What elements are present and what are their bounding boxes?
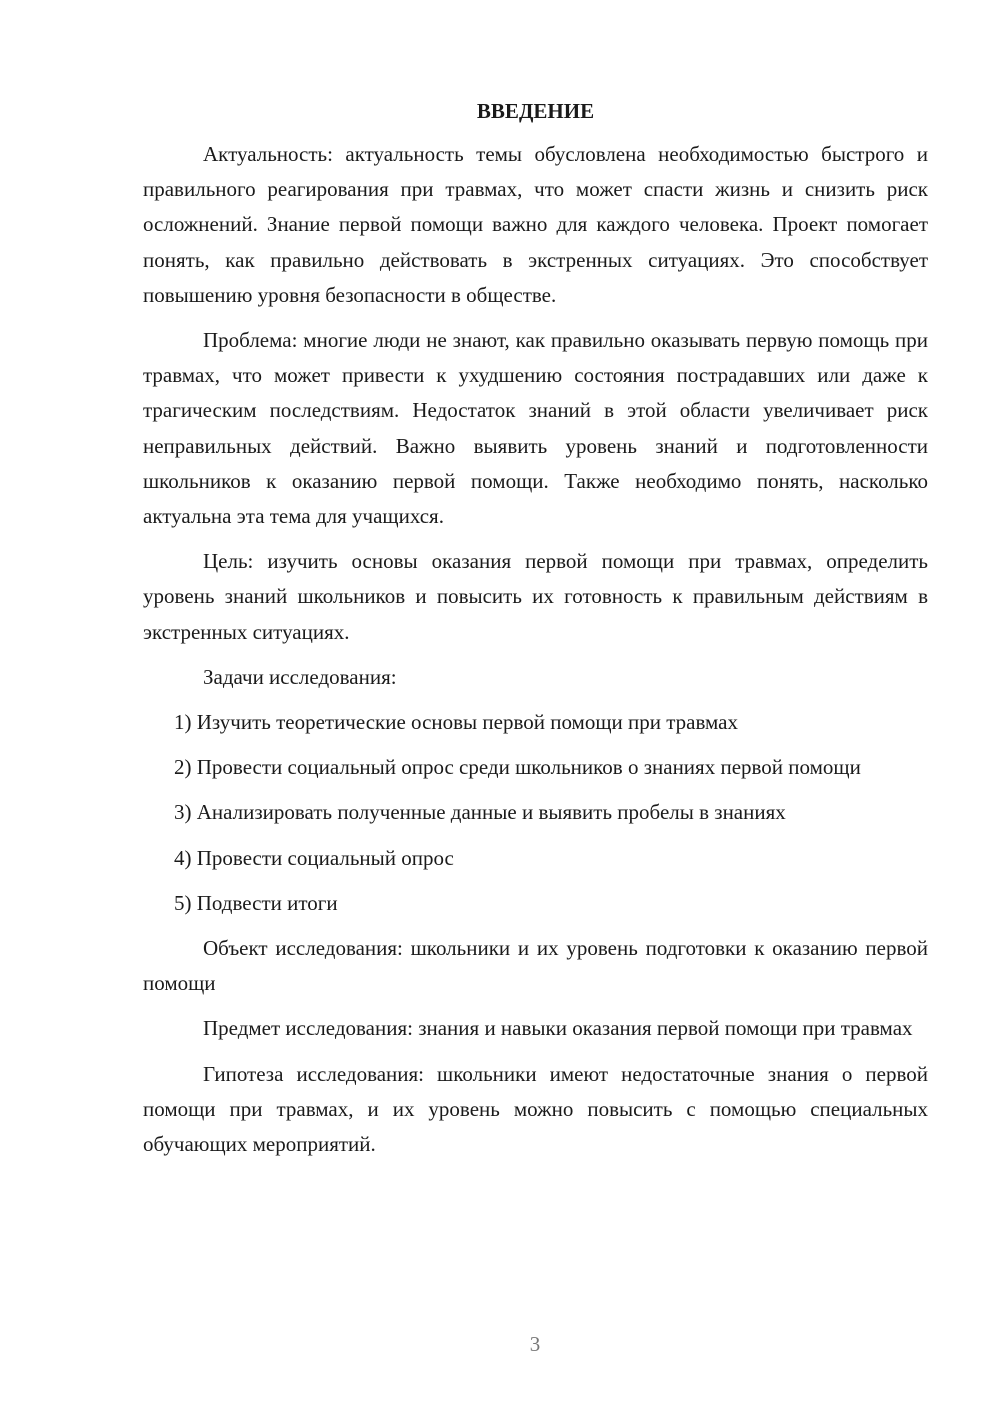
document-body	[143, 93, 928, 1172]
task-list-item: 4) Провести социальный опрос	[174, 845, 454, 870]
paragraph-object: Объект исследования: школьники и их уровень подготовки к оказанию первой помощи	[143, 936, 928, 996]
section-heading: ВВЕДЕНИЕ	[476, 99, 595, 123]
paragraph-subject: Предмет исследования: знания и навыки оказания первой помощи при травмах	[203, 1016, 913, 1041]
task-list-item: 2) Провести социальный опрос среди школьников о знаниях первой помощи	[174, 755, 861, 780]
paragraph-goal: Цель: изучить основы оказания первой помощи при травмах, определить уровень знаний школьников и повысить их готовность к правильным действиям в экстренных ситуациях.	[143, 549, 928, 644]
page-number: 3	[529, 1332, 541, 1356]
task-list-item: 5) Подвести итоги	[174, 890, 338, 915]
paragraph-tasks-heading: Задачи исследования:	[203, 664, 397, 689]
paragraph-hypothesis: Гипотеза исследования: школьники имеют недостаточные знания о первой помощи при травмах, и их уровень можно повысить с помощью специальных обучающих мероприятий.	[143, 1061, 928, 1157]
paragraph-relevance: Актуальность: актуальность темы обусловлена необходимостью быстрого и правильного реагирования при травмах, что может спасти жизнь и снизить риск осложнений. Знание первой помощи важно для каждого человека. Проект помогает понять, как правильно действовать в экстренных ситуациях. Это способствует повышению уровня безопасности в обществе.	[143, 142, 928, 307]
task-list-item: 3) Анализировать полученные данные и выявить пробелы в знаниях	[174, 800, 786, 825]
paragraph-problem: Проблема: многие люди не знают, как правильно оказывать первую помощь при травмах, что может привести к ухудшению состояния пострадавших или даже к трагическим последствиям. Недостаток знаний в этой области увеличивает риск неправильных действий. Важно выявить уровень знаний и подготовленности школьников к оказанию первой помощи. Также необходимо понять, насколько актуальна эта тема для учащихся.	[143, 328, 928, 529]
task-list-item: 1) Изучить теоретические основы первой помощи при травмах	[174, 710, 739, 735]
